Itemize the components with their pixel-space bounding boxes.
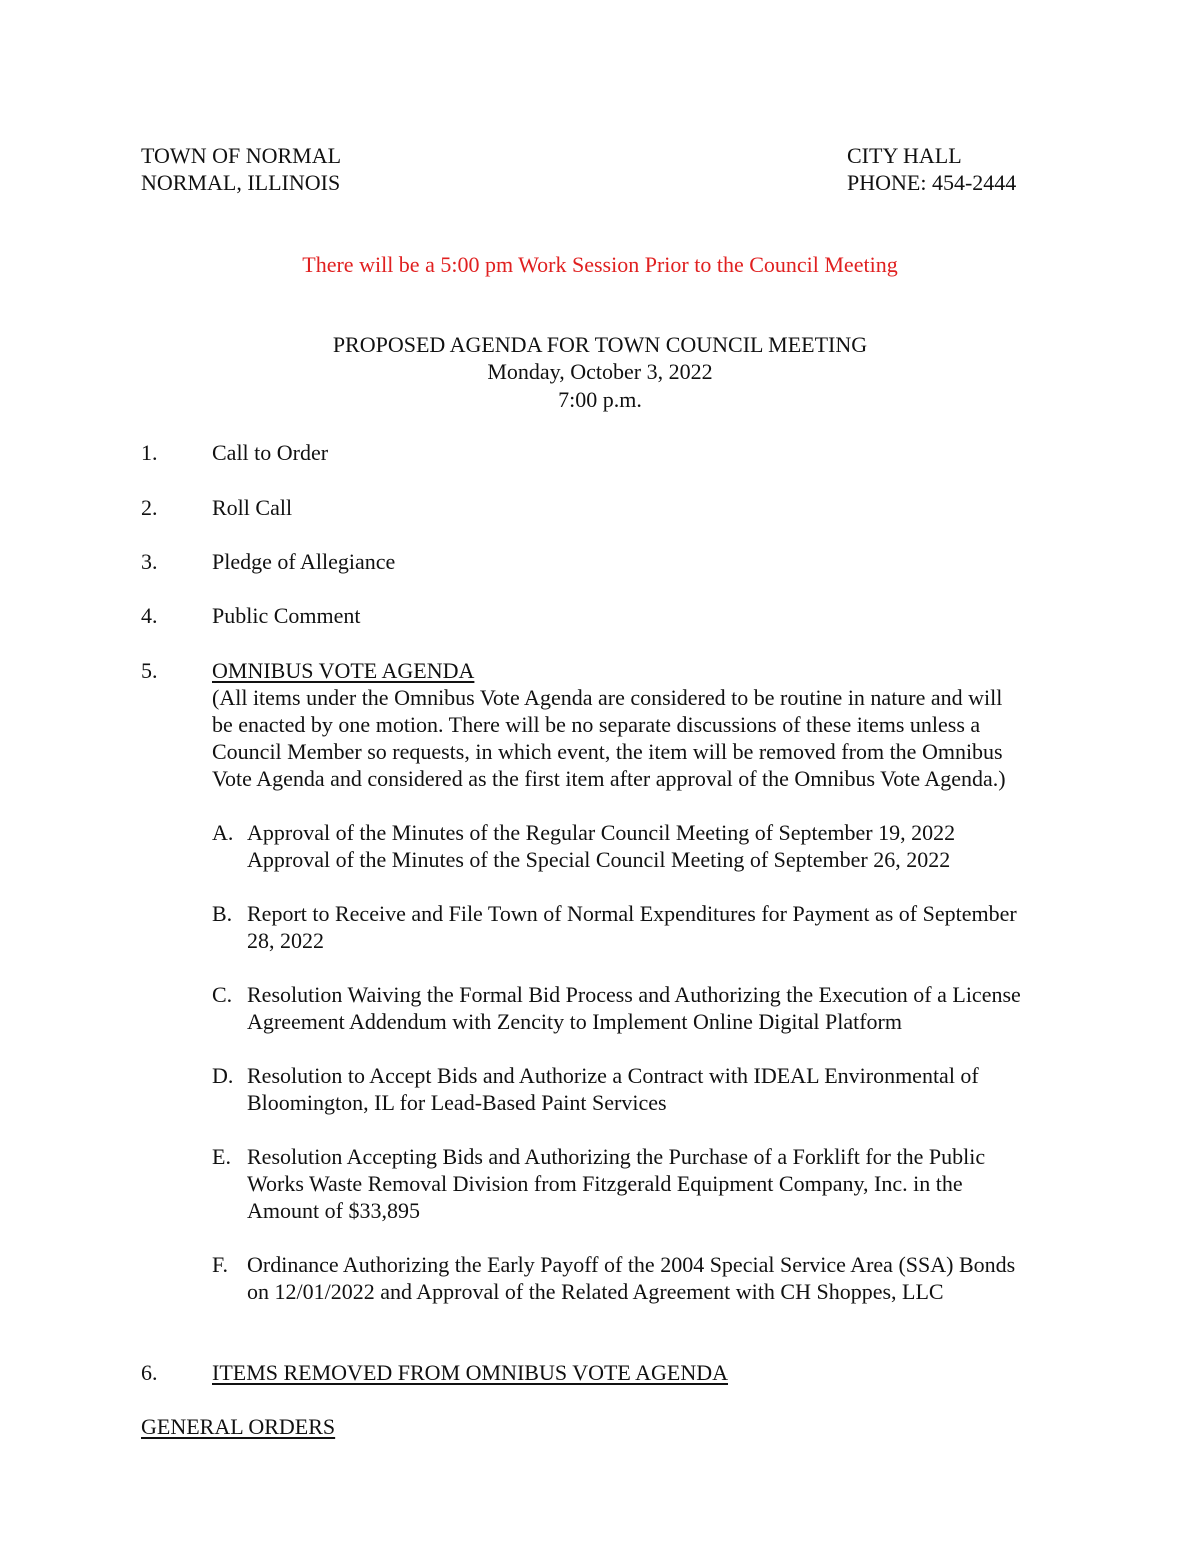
item-number: 1. bbox=[141, 440, 158, 465]
item-number: 6. bbox=[141, 1360, 158, 1385]
subitem-letter: A. bbox=[212, 820, 234, 845]
subitem-letter: C. bbox=[212, 982, 233, 1007]
meeting-date: Monday, October 3, 2022 bbox=[487, 359, 713, 384]
town-name: TOWN OF NORMAL bbox=[141, 143, 342, 168]
item-number: 2. bbox=[141, 495, 158, 520]
subitem-letter: E. bbox=[212, 1144, 231, 1169]
omnibus-desc-line: be enacted by one motion. There will be no separate discussions of these items unless a bbox=[212, 712, 981, 737]
subitem-a-line: Approval of the Minutes of the Special Council Meeting of September 26, 2022 bbox=[247, 847, 951, 872]
subitem-d-line: Bloomington, IL for Lead-Based Paint Services bbox=[247, 1090, 667, 1115]
item-number: 4. bbox=[141, 603, 158, 628]
subitem-f-line: Ordinance Authorizing the Early Payoff of the 2004 Special Service Area (SSA) Bonds bbox=[247, 1252, 1016, 1277]
subitem-letter: F. bbox=[212, 1252, 228, 1277]
subitem-a-line: Approval of the Minutes of the Regular Council Meeting of September 19, 2022 bbox=[247, 820, 956, 845]
general-orders-heading: GENERAL ORDERS bbox=[141, 1414, 336, 1439]
subitem-b-line: Report to Receive and File Town of Normal Expenditures for Payment as of September bbox=[247, 901, 1017, 926]
item-call-to-order: Call to Order bbox=[212, 440, 329, 465]
phone-number: PHONE: 454-2444 bbox=[847, 170, 1017, 195]
subitem-e-line: Works Waste Removal Division from Fitzgerald Equipment Company, Inc. in the bbox=[247, 1171, 963, 1196]
item-pledge: Pledge of Allegiance bbox=[212, 549, 396, 574]
work-session-notice: There will be a 5:00 pm Work Session Prior to the Council Meeting bbox=[302, 252, 898, 277]
town-location: NORMAL, ILLINOIS bbox=[141, 170, 341, 195]
item-number: 3. bbox=[141, 549, 158, 574]
subitem-d-line: Resolution to Accept Bids and Authorize a Contract with IDEAL Environmental of bbox=[247, 1063, 979, 1088]
subitem-b-line: 28, 2022 bbox=[247, 928, 324, 953]
subitem-e-line: Amount of $33,895 bbox=[247, 1198, 420, 1223]
city-hall-label: CITY HALL bbox=[847, 143, 962, 168]
subitem-e-line: Resolution Accepting Bids and Authorizing the Purchase of a Forklift for the Public bbox=[247, 1144, 986, 1169]
agenda-title: PROPOSED AGENDA FOR TOWN COUNCIL MEETING bbox=[332, 332, 868, 357]
subitem-letter: B. bbox=[212, 901, 233, 926]
subitem-c-line: Resolution Waiving the Formal Bid Process and Authorizing the Execution of a License bbox=[247, 982, 1021, 1007]
subitem-letter: D. bbox=[212, 1063, 234, 1088]
items-removed-heading: ITEMS REMOVED FROM OMNIBUS VOTE AGENDA bbox=[212, 1360, 729, 1385]
omnibus-heading: OMNIBUS VOTE AGENDA bbox=[212, 658, 475, 683]
omnibus-desc-line: Vote Agenda and considered as the first item after approval of the Omnibus Vote Agenda.) bbox=[212, 766, 1006, 791]
omnibus-desc-line: Council Member so requests, in which event, the item will be removed from the Omnibus bbox=[212, 739, 1003, 764]
item-number: 5. bbox=[141, 658, 158, 683]
subitem-c-line: Agreement Addendum with Zencity to Implement Online Digital Platform bbox=[247, 1009, 902, 1034]
item-public-comment: Public Comment bbox=[212, 603, 361, 628]
subitem-f-line: on 12/01/2022 and Approval of the Related Agreement with CH Shoppes, LLC bbox=[247, 1279, 944, 1304]
omnibus-desc-line: (All items under the Omnibus Vote Agenda are considered to be routine in nature and will bbox=[212, 685, 1003, 710]
item-roll-call: Roll Call bbox=[212, 495, 293, 520]
meeting-time: 7:00 p.m. bbox=[558, 387, 642, 412]
